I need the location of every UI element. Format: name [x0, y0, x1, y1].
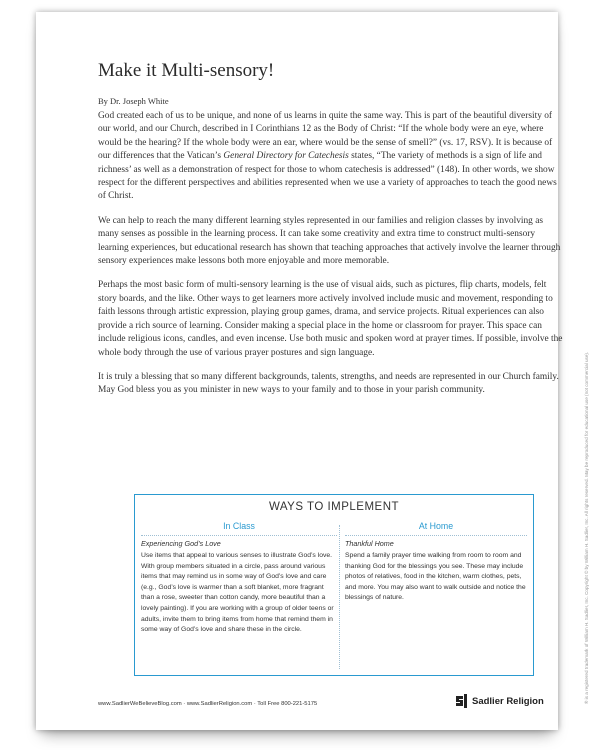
- worksheet-page: [36, 12, 589, 730]
- sadlier-logo: [454, 693, 544, 709]
- at-home-text: Spend a family prayer time walking from room to room and thanking God for the blessings you see. These may include photos of relatives, food in the kitchen, warm clothes, pets, and more. You may also want to walk outside and notice the blessings of nature.: [345, 552, 526, 602]
- in-class-column: [141, 521, 337, 636]
- at-home-heading: At Home: [345, 521, 527, 536]
- ways-to-implement-box: [134, 494, 534, 676]
- paragraph-1-text-a: God created each of us to be unique, and none of us learns in quite the same way. This is part of the beautiful diversity of our world, and our Church, described in I Corinthians 12 as the Body of Christ: “If the whole body were an eye, where would be the hearing? If the whole body were an ear, where would be the sense of smell?” (vs. 17, RSV). It is because of our differences that the Vatican’s: [98, 111, 553, 162]
- at-home-subheading: Thankful Home: [345, 539, 394, 548]
- document-title-italic: General Directory for Catechesis: [223, 151, 349, 162]
- in-class-subheading: Experiencing God’s Love: [141, 539, 221, 548]
- sadlier-logo-icon: [454, 693, 468, 709]
- article-body: [98, 110, 566, 409]
- at-home-column: [345, 521, 527, 604]
- copyright-text: ® is a registered trademark of William H. Sadlier, Inc. Copyright © by William H. Sadlier, Inc. All rights reserved. May be reproduced for educational use (not commercial use).: [584, 351, 589, 704]
- paragraph-3: Perhaps the most basic form of multi-sensory learning is the use of visual aids, such as pictures, flip charts, models, felt story boards, and the like. Other ways to get learners more actively involved include music and movement, responding to faith lessons through artistic expression, playing group games, drama, and service projects. Ritual experiences can also provide a rich source of learning. Consider making a special place in the home or classroom for prayer. This space can include religious icons, candles, and even incense. Use both music and spoken word at prayer times. If possible, involve the whole body through the use of various prayer postures and sign language.: [98, 280, 563, 358]
- page-title: Make it Multi-sensory!: [98, 60, 275, 81]
- in-class-heading: In Class: [141, 521, 337, 536]
- author-byline: By Dr. Joseph White: [98, 96, 169, 106]
- ways-title: WAYS TO IMPLEMENT: [268, 501, 400, 513]
- paragraph-1-text-b: states, “The variety of methods is a sign of life and richness’ as well as a demonstration of respect for those to whom catechesis is addressed” (148). In other words, we show respect for the different perspectives and abilities represented when we use a variety of approaches to teach the good news of Christ.: [98, 151, 557, 202]
- paragraph-4: It is truly a blessing that so many different backgrounds, talents, strengths, and needs are represented in our Church family. May God bless you as you minister in new ways to your family and to those in your parish community.: [98, 371, 559, 396]
- paragraph-1: [98, 110, 566, 204]
- logo-text: Sadlier Religion: [472, 695, 544, 707]
- paragraph-2: We can help to reach the many different learning styles represented in our families and religion classes by involving as many senses as possible in the learning process. It can take some creativity and extra time to construct multi-sensory learning experiences, but educational research has shown that teaching approaches that actively involve the learner through sensory experiences make lessons both more enjoyable and more memorable.: [98, 215, 561, 267]
- footer-links: www.SadlierWeBelieveBlog.com · www.SadlierReligion.com · Toll Free 800-221-5175: [98, 701, 318, 707]
- ways-columns: [135, 521, 533, 675]
- in-class-text: Use items that appeal to various senses to illustrate God’s love. With group members situated in a circle, pass around various items that may remind us in some way of God’s love and care (e.g., God’s love is warmer than a soft blanket, more fragrant than a rose, sweeter than cotton candy, more beautiful than a lovely painting). If you are working with a group of older teens or adults, invite them to bring items from home that remind them in some way of God’s love and share these in the circle.: [141, 552, 334, 634]
- copyright-note: [582, 274, 592, 704]
- column-divider: [339, 525, 340, 669]
